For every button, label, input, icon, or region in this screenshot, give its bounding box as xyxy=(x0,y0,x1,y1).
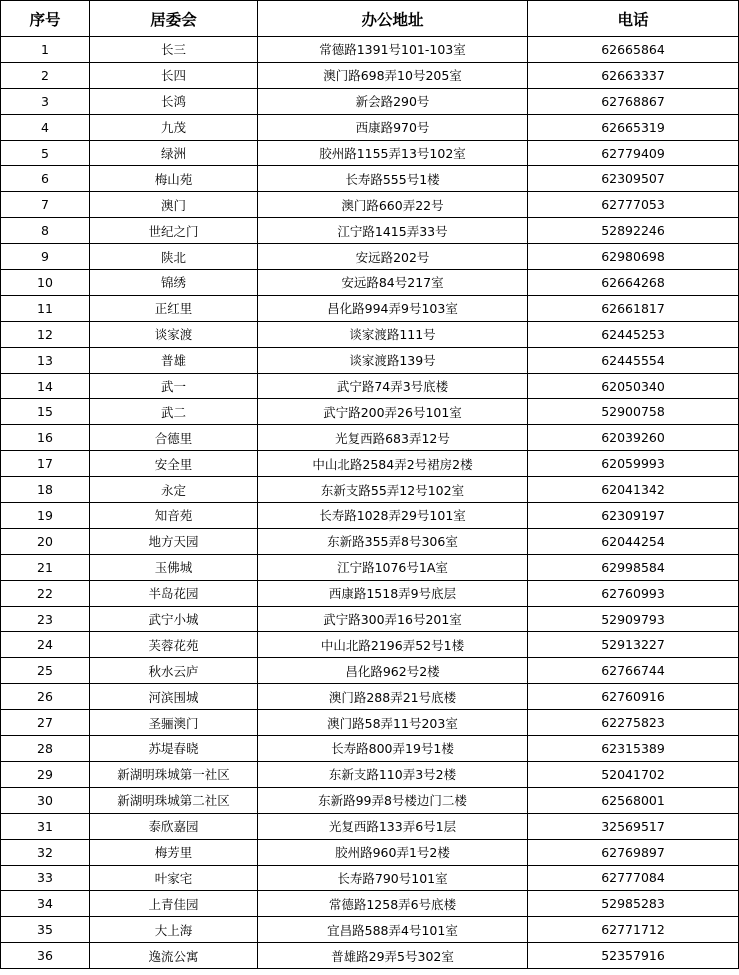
cell-index: 27 xyxy=(1,710,90,736)
cell-address: 安远路202号 xyxy=(258,244,528,270)
cell-committee: 永定 xyxy=(90,477,258,503)
cell-committee: 叶家宅 xyxy=(90,865,258,891)
cell-address: 澳门路58弄11号203室 xyxy=(258,710,528,736)
cell-committee: 绿洲 xyxy=(90,140,258,166)
table-row xyxy=(1,218,739,244)
cell-address: 武宁路74弄3号底楼 xyxy=(258,373,528,399)
cell-committee: 泰欣嘉园 xyxy=(90,813,258,839)
cell-phone: 52900758 xyxy=(528,399,739,425)
cell-committee: 武宁小城 xyxy=(90,606,258,632)
cell-committee: 梅山苑 xyxy=(90,166,258,192)
cell-index: 17 xyxy=(1,451,90,477)
cell-phone: 62044254 xyxy=(528,528,739,554)
cell-index: 24 xyxy=(1,632,90,658)
table-row xyxy=(1,140,739,166)
cell-phone: 52913227 xyxy=(528,632,739,658)
table-row xyxy=(1,373,739,399)
cell-committee: 新湖明珠城第一社区 xyxy=(90,761,258,787)
cell-phone: 62664268 xyxy=(528,270,739,296)
cell-committee: 知音苑 xyxy=(90,503,258,529)
cell-address: 宜昌路588弄4号101室 xyxy=(258,917,528,943)
cell-phone: 62445253 xyxy=(528,321,739,347)
cell-committee: 河滨围城 xyxy=(90,684,258,710)
table-row xyxy=(1,891,739,917)
header-address: 办公地址 xyxy=(258,1,528,37)
cell-phone: 62445554 xyxy=(528,347,739,373)
cell-address: 江宁路1415弄33号 xyxy=(258,218,528,244)
header-committee: 居委会 xyxy=(90,1,258,37)
cell-index: 20 xyxy=(1,528,90,554)
cell-index: 21 xyxy=(1,554,90,580)
cell-address: 长寿路790号101室 xyxy=(258,865,528,891)
table-row xyxy=(1,554,739,580)
table-row xyxy=(1,580,739,606)
table-body xyxy=(1,37,739,969)
table-row xyxy=(1,943,739,969)
cell-phone: 62665319 xyxy=(528,114,739,140)
table-row xyxy=(1,321,739,347)
cell-committee: 普雄 xyxy=(90,347,258,373)
cell-address: 光复西路683弄12号 xyxy=(258,425,528,451)
cell-index: 26 xyxy=(1,684,90,710)
cell-phone: 62309507 xyxy=(528,166,739,192)
cell-index: 8 xyxy=(1,218,90,244)
cell-address: 东新路355弄8号306室 xyxy=(258,528,528,554)
cell-index: 2 xyxy=(1,62,90,88)
cell-index: 4 xyxy=(1,114,90,140)
cell-address: 西康路1518弄9号底层 xyxy=(258,580,528,606)
cell-address: 澳门路698弄10号205室 xyxy=(258,62,528,88)
table-row xyxy=(1,528,739,554)
cell-committee: 苏堤春晓 xyxy=(90,736,258,762)
cell-address: 谈家渡路111号 xyxy=(258,321,528,347)
cell-committee: 世纪之门 xyxy=(90,218,258,244)
cell-index: 25 xyxy=(1,658,90,684)
header-index: 序号 xyxy=(1,1,90,37)
cell-committee: 玉佛城 xyxy=(90,554,258,580)
cell-phone: 62777084 xyxy=(528,865,739,891)
cell-phone: 52909793 xyxy=(528,606,739,632)
cell-phone: 62663337 xyxy=(528,62,739,88)
table-row xyxy=(1,658,739,684)
cell-index: 18 xyxy=(1,477,90,503)
cell-phone: 62315389 xyxy=(528,736,739,762)
cell-address: 长寿路555号1楼 xyxy=(258,166,528,192)
cell-index: 1 xyxy=(1,37,90,63)
cell-committee: 上青佳园 xyxy=(90,891,258,917)
cell-phone: 52985283 xyxy=(528,891,739,917)
table-row xyxy=(1,399,739,425)
cell-index: 11 xyxy=(1,295,90,321)
table-row xyxy=(1,192,739,218)
cell-index: 10 xyxy=(1,270,90,296)
cell-committee: 锦绣 xyxy=(90,270,258,296)
cell-index: 22 xyxy=(1,580,90,606)
cell-phone: 62980698 xyxy=(528,244,739,270)
header-phone: 电话 xyxy=(528,1,739,37)
cell-index: 15 xyxy=(1,399,90,425)
cell-committee: 新湖明珠城第二社区 xyxy=(90,787,258,813)
cell-committee: 谈家渡 xyxy=(90,321,258,347)
table-row xyxy=(1,813,739,839)
cell-index: 29 xyxy=(1,761,90,787)
cell-committee: 芙蓉花苑 xyxy=(90,632,258,658)
cell-phone: 62059993 xyxy=(528,451,739,477)
cell-address: 东新支路110弄3号2楼 xyxy=(258,761,528,787)
table-row xyxy=(1,37,739,63)
table-row xyxy=(1,347,739,373)
cell-address: 昌化路994弄9号103室 xyxy=(258,295,528,321)
cell-phone: 62041342 xyxy=(528,477,739,503)
cell-address: 武宁路300弄16号201室 xyxy=(258,606,528,632)
table-row xyxy=(1,244,739,270)
cell-index: 30 xyxy=(1,787,90,813)
cell-committee: 地方天园 xyxy=(90,528,258,554)
table-row xyxy=(1,425,739,451)
cell-committee: 圣骊澳门 xyxy=(90,710,258,736)
table-row xyxy=(1,710,739,736)
cell-address: 光复西路133弄6号1层 xyxy=(258,813,528,839)
table-row xyxy=(1,865,739,891)
cell-index: 12 xyxy=(1,321,90,347)
cell-address: 东新支路55弄12号102室 xyxy=(258,477,528,503)
cell-index: 7 xyxy=(1,192,90,218)
table-row xyxy=(1,88,739,114)
cell-committee: 半岛花园 xyxy=(90,580,258,606)
cell-address: 澳门路288弄21号底楼 xyxy=(258,684,528,710)
cell-index: 9 xyxy=(1,244,90,270)
cell-address: 常德路1258弄6号底楼 xyxy=(258,891,528,917)
cell-index: 31 xyxy=(1,813,90,839)
cell-address: 昌化路962号2楼 xyxy=(258,658,528,684)
table-row xyxy=(1,270,739,296)
cell-committee: 逸流公寓 xyxy=(90,943,258,969)
cell-index: 19 xyxy=(1,503,90,529)
table-row xyxy=(1,166,739,192)
cell-index: 13 xyxy=(1,347,90,373)
table-row xyxy=(1,761,739,787)
cell-index: 34 xyxy=(1,891,90,917)
cell-committee: 梅芳里 xyxy=(90,839,258,865)
cell-phone: 52357916 xyxy=(528,943,739,969)
table-header-row xyxy=(1,1,739,37)
cell-phone: 62998584 xyxy=(528,554,739,580)
cell-address: 普雄路29弄5号302室 xyxy=(258,943,528,969)
cell-address: 常德路1391号101-103室 xyxy=(258,37,528,63)
table-row xyxy=(1,503,739,529)
table-row xyxy=(1,632,739,658)
table-row xyxy=(1,295,739,321)
cell-phone: 62771712 xyxy=(528,917,739,943)
cell-phone: 62050340 xyxy=(528,373,739,399)
cell-phone: 62768867 xyxy=(528,88,739,114)
cell-phone: 52041702 xyxy=(528,761,739,787)
cell-address: 胶州路1155弄13号102室 xyxy=(258,140,528,166)
cell-committee: 长四 xyxy=(90,62,258,88)
cell-phone: 62779409 xyxy=(528,140,739,166)
cell-committee: 大上海 xyxy=(90,917,258,943)
cell-address: 谈家渡路139号 xyxy=(258,347,528,373)
cell-phone: 62039260 xyxy=(528,425,739,451)
cell-index: 36 xyxy=(1,943,90,969)
cell-committee: 正红里 xyxy=(90,295,258,321)
cell-phone: 62309197 xyxy=(528,503,739,529)
cell-committee: 武二 xyxy=(90,399,258,425)
table-row xyxy=(1,684,739,710)
cell-phone: 32569517 xyxy=(528,813,739,839)
cell-phone: 62661817 xyxy=(528,295,739,321)
cell-address: 安远路84号217室 xyxy=(258,270,528,296)
cell-committee: 长鸿 xyxy=(90,88,258,114)
cell-committee: 澳门 xyxy=(90,192,258,218)
cell-phone: 62275823 xyxy=(528,710,739,736)
cell-phone: 62568001 xyxy=(528,787,739,813)
cell-committee: 九茂 xyxy=(90,114,258,140)
cell-committee: 长三 xyxy=(90,37,258,63)
cell-address: 胶州路960弄1号2楼 xyxy=(258,839,528,865)
cell-index: 35 xyxy=(1,917,90,943)
cell-index: 16 xyxy=(1,425,90,451)
cell-address: 新会路290号 xyxy=(258,88,528,114)
cell-committee: 陕北 xyxy=(90,244,258,270)
table-row xyxy=(1,787,739,813)
cell-phone: 62665864 xyxy=(528,37,739,63)
cell-committee: 武一 xyxy=(90,373,258,399)
table-row xyxy=(1,736,739,762)
cell-address: 西康路970号 xyxy=(258,114,528,140)
cell-index: 14 xyxy=(1,373,90,399)
cell-index: 33 xyxy=(1,865,90,891)
cell-index: 5 xyxy=(1,140,90,166)
cell-index: 23 xyxy=(1,606,90,632)
table-row xyxy=(1,114,739,140)
cell-index: 6 xyxy=(1,166,90,192)
cell-address: 江宁路1076号1A室 xyxy=(258,554,528,580)
cell-address: 长寿路1028弄29号101室 xyxy=(258,503,528,529)
cell-address: 武宁路200弄26号101室 xyxy=(258,399,528,425)
cell-phone: 62777053 xyxy=(528,192,739,218)
cell-address: 长寿路800弄19号1楼 xyxy=(258,736,528,762)
table-row xyxy=(1,477,739,503)
table-row xyxy=(1,62,739,88)
table-row xyxy=(1,839,739,865)
cell-index: 28 xyxy=(1,736,90,762)
table-row xyxy=(1,451,739,477)
cell-committee: 合德里 xyxy=(90,425,258,451)
cell-committee: 安全里 xyxy=(90,451,258,477)
table-row xyxy=(1,606,739,632)
table-row xyxy=(1,917,739,943)
cell-address: 东新路99弄8号楼边门二楼 xyxy=(258,787,528,813)
cell-phone: 62766744 xyxy=(528,658,739,684)
cell-index: 32 xyxy=(1,839,90,865)
cell-address: 中山北路2584弄2号裙房2楼 xyxy=(258,451,528,477)
cell-phone: 62760993 xyxy=(528,580,739,606)
cell-phone: 62760916 xyxy=(528,684,739,710)
cell-address: 中山北路2196弄52号1楼 xyxy=(258,632,528,658)
cell-phone: 52892246 xyxy=(528,218,739,244)
cell-phone: 62769897 xyxy=(528,839,739,865)
cell-address: 澳门路660弄22号 xyxy=(258,192,528,218)
cell-index: 3 xyxy=(1,88,90,114)
cell-committee: 秋水云庐 xyxy=(90,658,258,684)
